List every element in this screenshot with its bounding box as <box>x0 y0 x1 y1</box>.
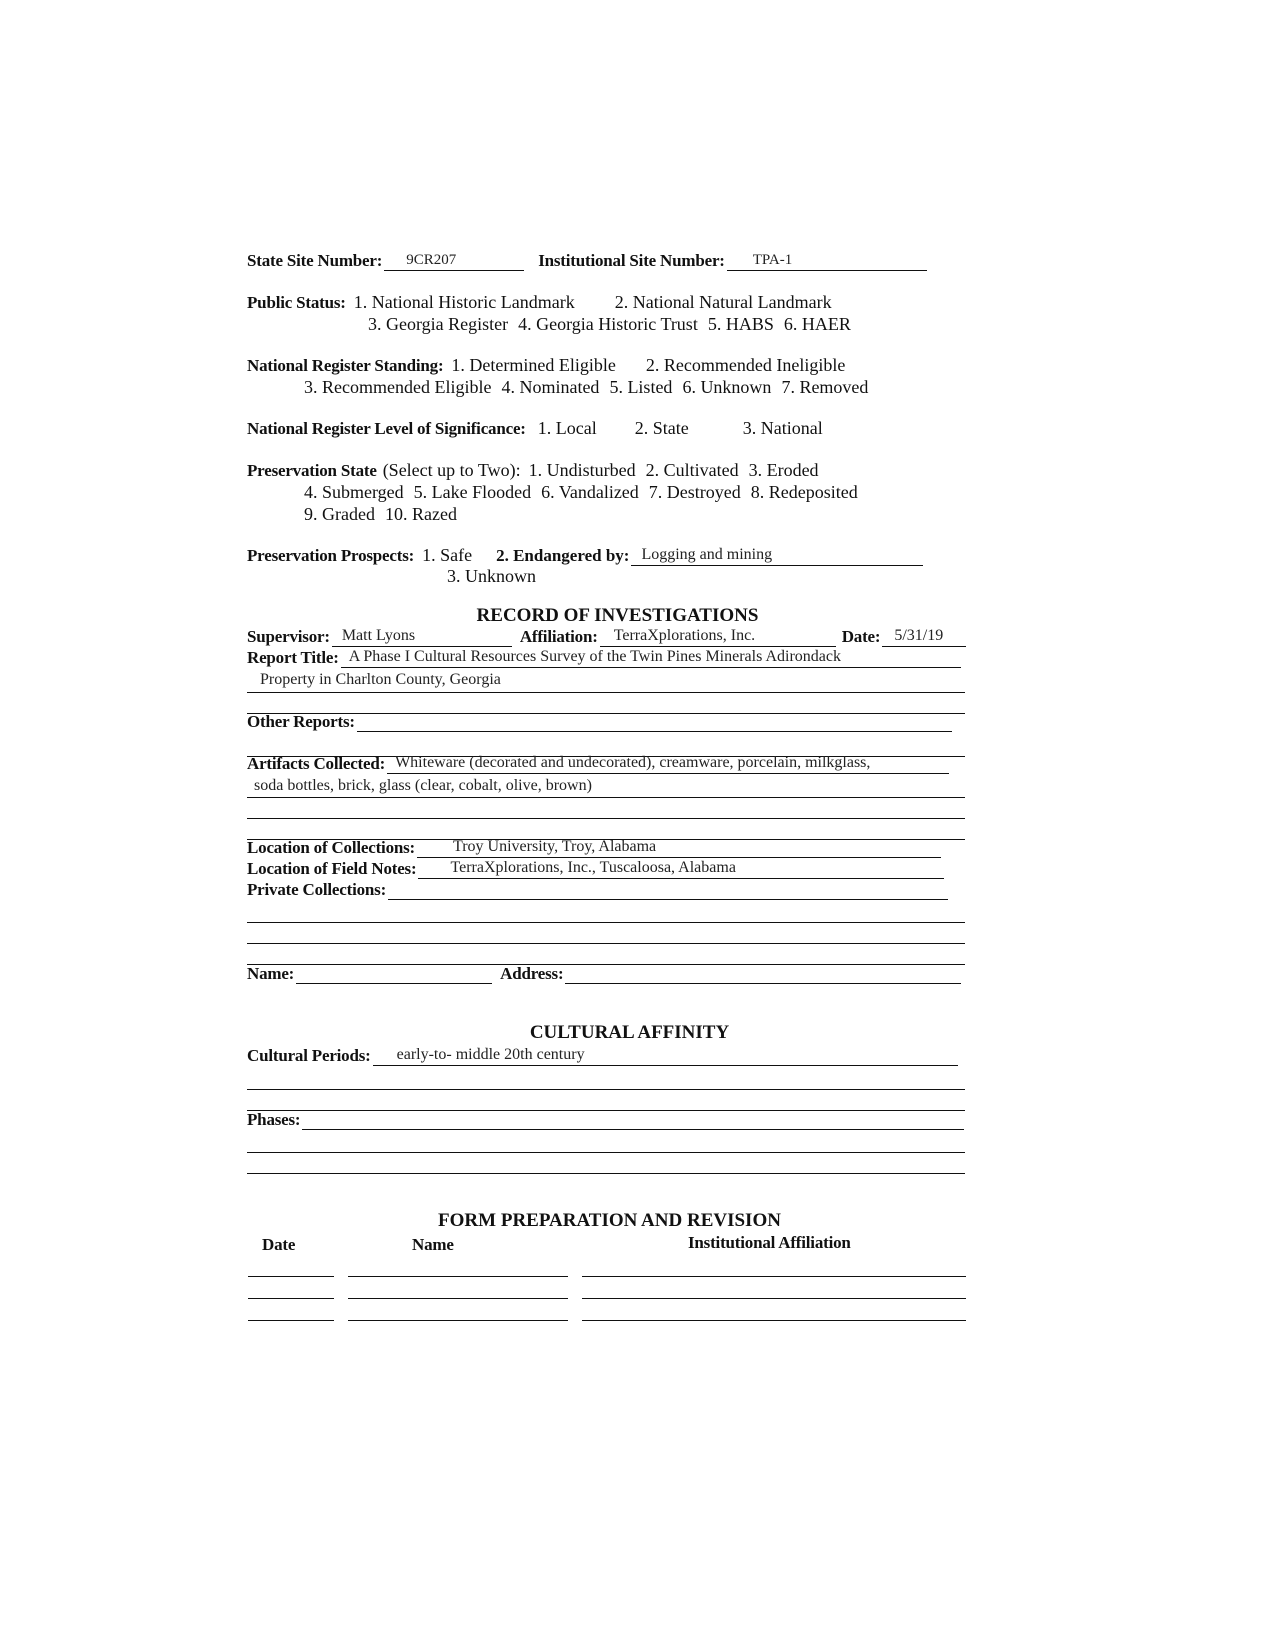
public-status-option: 4. Georgia Historic Trust <box>518 314 698 334</box>
artifacts-value-1: Whiteware (decorated and undecorated), creamware, porcelain, milkglass, <box>395 754 871 771</box>
form-preparation-heading: FORM PREPARATION AND REVISION <box>438 1210 781 1231</box>
nr-standing-row <box>247 355 855 376</box>
cultural-periods-field[interactable] <box>373 1045 958 1066</box>
preservation-state-label: Preservation State <box>247 461 377 480</box>
nr-standing-row-2 <box>304 377 878 398</box>
location-collections-row <box>247 837 941 858</box>
affiliation-label: Affiliation: <box>519 627 598 646</box>
location-collections-field[interactable] <box>417 837 941 858</box>
form-prep-affiliation-line[interactable] <box>582 1298 966 1299</box>
endangered-by-field[interactable] <box>631 545 923 566</box>
date-value: 5/31/19 <box>894 627 944 644</box>
name-field[interactable] <box>296 963 492 984</box>
artifacts-line-2[interactable] <box>247 797 965 798</box>
form-prep-name-line[interactable] <box>348 1298 568 1299</box>
preservation-prospects-label: Preservation Prospects: <box>247 546 415 565</box>
nr-standing-option: 6. Unknown <box>682 377 772 397</box>
preservation-state-option: 2. Cultivated <box>645 460 739 480</box>
preservation-state-option: 3. Eroded <box>748 460 819 480</box>
preservation-prospects-option: 1. Safe <box>422 545 473 565</box>
institutional-site-number-field[interactable] <box>727 250 927 271</box>
preservation-state-option: 8. Redeposited <box>750 482 858 502</box>
date-field[interactable] <box>882 626 966 647</box>
form-prep-name-line[interactable] <box>348 1276 568 1277</box>
artifacts-value-2: soda bottles, brick, glass (clear, cobalt, olive, brown) <box>254 777 592 794</box>
form-prep-date-line[interactable] <box>248 1276 334 1277</box>
report-title-value-1: A Phase I Cultural Resources Survey of the Twin Pines Minerals Adirondack <box>348 648 841 665</box>
form-prep-affiliation-line[interactable] <box>582 1320 966 1321</box>
location-field-notes-value: TerraXplorations, Inc., Tuscaloosa, Alabama <box>450 859 736 876</box>
endangered-by-value: Logging and mining <box>641 546 773 563</box>
nr-standing-option: 4. Nominated <box>501 377 600 397</box>
form-prep-date-line[interactable] <box>248 1298 334 1299</box>
public-status-option: 3. Georgia Register <box>368 314 509 334</box>
artifacts-row <box>247 753 949 774</box>
phases-field[interactable] <box>302 1109 964 1130</box>
affiliation-value: TerraXplorations, Inc. <box>613 627 756 644</box>
nr-level-option: 2. State <box>634 418 689 438</box>
nr-level-option: 3. National <box>742 418 823 438</box>
cultural-periods-label: Cultural Periods: <box>247 1046 371 1065</box>
institutional-site-number-value: TPA-1 <box>752 252 793 268</box>
phases-row <box>247 1109 964 1130</box>
report-title-row <box>247 647 961 668</box>
public-status-option: 2. National Natural Landmark <box>614 292 832 312</box>
preservation-prospects-row <box>247 545 923 566</box>
other-reports-row <box>247 711 952 732</box>
form-prep-name-line[interactable] <box>348 1320 568 1321</box>
column-affiliation-header: Institutional Affiliation <box>688 1233 851 1252</box>
nr-standing-label: National Register Standing: <box>247 356 444 375</box>
supervisor-value: Matt Lyons <box>341 627 416 644</box>
other-reports-label: Other Reports: <box>247 712 355 731</box>
private-collections-line-3[interactable] <box>247 943 965 944</box>
preservation-state-option: 9. Graded <box>304 504 375 524</box>
preservation-prospects-option: 3. Unknown <box>447 566 536 586</box>
state-site-number-field[interactable] <box>384 250 524 271</box>
location-field-notes-field[interactable] <box>418 858 944 879</box>
location-field-notes-row <box>247 858 944 879</box>
private-collections-line-2[interactable] <box>247 922 965 923</box>
nr-standing-option: 5. Listed <box>609 377 673 397</box>
preservation-state-option: 1. Undisturbed <box>528 460 636 480</box>
cultural-periods-row <box>247 1045 958 1066</box>
public-status-row <box>247 292 842 313</box>
address-label: Address: <box>500 964 564 983</box>
location-field-notes-label: Location of Field Notes: <box>247 859 417 878</box>
public-status-option: 6. HAER <box>783 314 851 334</box>
nr-standing-option: 3. Recommended Eligible <box>304 377 492 397</box>
nr-level-option: 1. Local <box>537 418 597 438</box>
artifacts-line-3[interactable] <box>247 818 965 819</box>
private-collections-row <box>247 879 948 900</box>
cultural-periods-value: early-to- middle 20th century <box>396 1046 585 1063</box>
phases-label: Phases: <box>247 1110 301 1129</box>
affiliation-field[interactable] <box>600 626 836 647</box>
nr-standing-option: 7. Removed <box>781 377 869 397</box>
preservation-prospects-row-2 <box>447 566 536 587</box>
column-name-header: Name <box>412 1235 454 1254</box>
preservation-prospects-option: 2. Endangered by: <box>496 546 630 565</box>
preservation-state-option: 5. Lake Flooded <box>413 482 532 502</box>
supervisor-label: Supervisor: <box>247 627 330 646</box>
cultural-periods-line-2[interactable] <box>247 1089 965 1090</box>
cultural-affinity-heading: CULTURAL AFFINITY <box>529 1022 730 1043</box>
location-collections-label: Location of Collections: <box>247 838 416 857</box>
name-label: Name: <box>247 964 295 983</box>
form-prep-date-line[interactable] <box>248 1320 334 1321</box>
preservation-state-label-suffix: (Select up to Two): <box>382 460 521 480</box>
preservation-state-row-3 <box>304 504 467 525</box>
form-prep-affiliation-line[interactable] <box>582 1276 966 1277</box>
location-collections-value: Troy University, Troy, Alabama <box>453 838 657 855</box>
report-title-label: Report Title: <box>247 648 339 667</box>
state-site-number-label: State Site Number: <box>247 251 383 270</box>
preservation-state-option: 10. Razed <box>384 504 457 524</box>
column-date-header: Date <box>262 1235 296 1254</box>
institutional-site-number-label: Institutional Site Number: <box>538 251 725 270</box>
state-site-number-value: 9CR207 <box>406 252 457 268</box>
report-title-value-2: Property in Charlton County, Georgia <box>260 671 501 688</box>
public-status-label: Public Status: <box>247 293 346 312</box>
record-of-investigations-heading: RECORD OF INVESTIGATIONS <box>476 605 759 626</box>
preservation-state-option: 6. Vandalized <box>541 482 639 502</box>
preservation-state-row-2 <box>304 482 868 503</box>
supervisor-field[interactable] <box>332 626 512 647</box>
public-status-option: 1. National Historic Landmark <box>353 292 575 312</box>
nr-level-label: National Register Level of Significance: <box>247 419 526 438</box>
other-reports-field[interactable] <box>357 711 952 732</box>
name-address-row <box>247 963 961 984</box>
public-status-option: 5. HABS <box>707 314 774 334</box>
phases-line-2[interactable] <box>247 1152 965 1153</box>
preservation-state-option: 7. Destroyed <box>648 482 741 502</box>
report-title-field[interactable] <box>341 647 961 668</box>
site-number-row <box>247 250 927 271</box>
artifacts-field[interactable] <box>387 753 949 774</box>
nr-standing-option: 2. Recommended Ineligible <box>645 355 846 375</box>
private-collections-field[interactable] <box>388 879 948 900</box>
report-title-line-2[interactable] <box>247 692 965 693</box>
nr-level-row <box>247 418 823 439</box>
preservation-state-row <box>247 460 829 481</box>
nr-standing-option: 1. Determined Eligible <box>451 355 616 375</box>
private-collections-label: Private Collections: <box>247 880 387 899</box>
preservation-state-option: 4. Submerged <box>304 482 404 502</box>
phases-line-3[interactable] <box>247 1173 965 1174</box>
supervisor-row <box>247 626 966 647</box>
date-label: Date: <box>841 627 881 646</box>
public-status-row-2 <box>368 314 861 335</box>
address-field[interactable] <box>565 963 961 984</box>
artifacts-label: Artifacts Collected: <box>247 754 386 773</box>
